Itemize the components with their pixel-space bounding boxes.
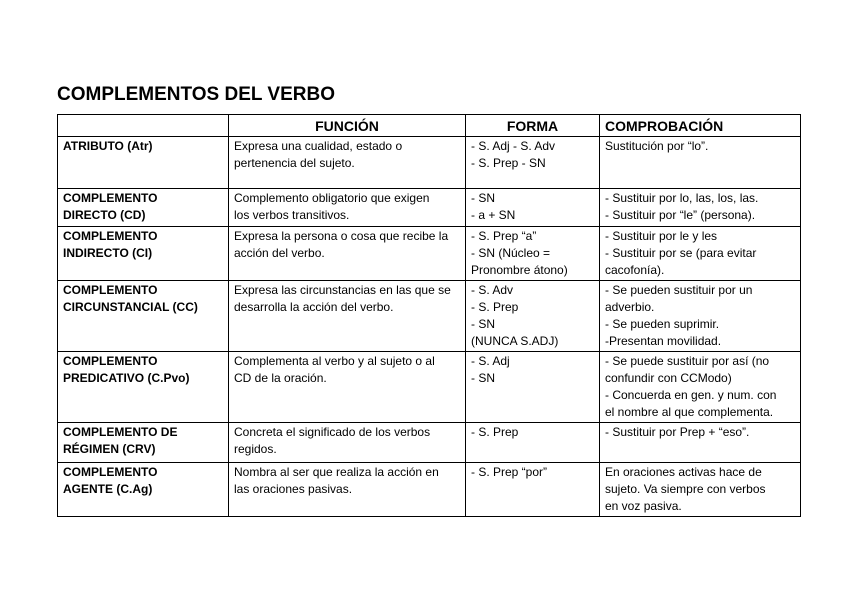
forma-cell <box>466 281 600 352</box>
complement-name-line: COMPLEMENTO <box>63 354 158 368</box>
forma-line: - SN <box>471 191 495 205</box>
funcion-cell <box>229 463 466 517</box>
funcion-line: Nombra al ser que realiza la acción en <box>234 465 439 479</box>
forma-cell <box>466 189 600 227</box>
table-row <box>58 463 801 517</box>
complement-name-line: COMPLEMENTO DE <box>63 425 178 439</box>
complement-name-line: COMPLEMENTO <box>63 283 158 297</box>
comprobacion-line: - Sustituir por le y les <box>605 229 718 243</box>
comprobacion-cell <box>600 189 801 227</box>
forma-line: - SN <box>471 317 495 331</box>
funcion-line: los verbos transitivos. <box>234 208 350 222</box>
complement-name-line: COMPLEMENTO <box>63 465 158 479</box>
funcion-line: desarrolla la acción del verbo. <box>234 300 394 314</box>
table-row <box>58 423 801 463</box>
funcion-cell <box>229 423 466 463</box>
complement-name-cell <box>58 352 229 423</box>
complement-name-line: INDIRECTO (CI) <box>63 246 153 260</box>
complement-name-cell <box>58 423 229 463</box>
comprobacion-line: -Presentan movilidad. <box>605 334 722 348</box>
forma-line: - S. Prep “a” <box>471 229 537 243</box>
complement-name-line: AGENTE (C.Ag) <box>63 482 153 496</box>
comprobacion-line: - Se pueden sustituir por un <box>605 283 753 297</box>
comprobacion-line: confundir con CCModo) <box>605 371 732 385</box>
comprobacion-cell <box>600 463 801 517</box>
header-forma: FORMA <box>466 115 600 137</box>
comprobacion-line: - Sustituir por “le” (persona). <box>605 208 756 222</box>
complement-name-cell <box>58 227 229 281</box>
funcion-cell <box>229 227 466 281</box>
comprobacion-line: cacofonía). <box>605 263 665 277</box>
complement-name-cell <box>58 463 229 517</box>
forma-line: - S. Prep <box>471 300 519 314</box>
table-row <box>58 352 801 423</box>
funcion-line: Expresa las circunstancias en las que se <box>234 283 451 297</box>
comprobacion-line: - Concuerda en gen. y num. con <box>605 388 777 402</box>
comprobacion-cell <box>600 137 801 189</box>
complement-name-line: PREDICATIVO (C.Pvo) <box>63 371 190 385</box>
table-row <box>58 189 801 227</box>
complement-name-cell <box>58 281 229 352</box>
header-funcion: FUNCIÓN <box>229 115 466 137</box>
comprobacion-line: En oraciones activas hace de <box>605 465 762 479</box>
forma-line: - S. Prep - SN <box>471 156 546 170</box>
funcion-line: Expresa la persona o cosa que recibe la <box>234 229 449 243</box>
funcion-cell <box>229 189 466 227</box>
funcion-line: Expresa una cualidad, estado o <box>234 139 403 153</box>
complement-name-line: DIRECTO (CD) <box>63 208 146 222</box>
complements-table <box>57 114 801 517</box>
header-empty <box>58 115 229 137</box>
forma-line: - S. Prep “por” <box>471 465 548 479</box>
comprobacion-cell <box>600 227 801 281</box>
forma-cell <box>466 227 600 281</box>
forma-line: - S. Prep <box>471 425 519 439</box>
funcion-cell <box>229 352 466 423</box>
comprobacion-line: - Sustituir por Prep + “eso”. <box>605 425 750 439</box>
comprobacion-line: adverbio. <box>605 300 655 314</box>
forma-line: - SN <box>471 371 495 385</box>
forma-line: - a + SN <box>471 208 516 222</box>
funcion-line: las oraciones pasivas. <box>234 482 353 496</box>
forma-cell <box>466 463 600 517</box>
forma-cell <box>466 137 600 189</box>
header-row <box>58 115 801 137</box>
comprobacion-line: sujeto. Va siempre con verbos <box>605 482 766 496</box>
funcion-line: CD de la oración. <box>234 371 327 385</box>
complement-name-line: CIRCUNSTANCIAL (CC) <box>63 300 198 314</box>
comprobacion-cell <box>600 423 801 463</box>
forma-line: - S. Adj <box>471 354 510 368</box>
comprobacion-line: - Sustituir por se (para evitar <box>605 246 757 260</box>
comprobacion-line: en voz pasiva. <box>605 499 682 513</box>
complement-name-line: COMPLEMENTO <box>63 191 158 205</box>
comprobacion-line: Sustitución por “lo”. <box>605 139 709 153</box>
forma-line: - SN (Núcleo = <box>471 246 551 260</box>
funcion-line: Complemento obligatorio que exigen <box>234 191 430 205</box>
comprobacion-cell <box>600 352 801 423</box>
complement-name-cell <box>58 189 229 227</box>
page-title: COMPLEMENTOS DEL VERBO <box>57 84 335 105</box>
comprobacion-line: el nombre al que complementa. <box>605 405 774 419</box>
funcion-cell <box>229 281 466 352</box>
funcion-line: acción del verbo. <box>234 246 325 260</box>
forma-line: (NUNCA S.ADJ) <box>471 334 559 348</box>
forma-cell <box>466 423 600 463</box>
header-comprobacion: COMPROBACIÓN <box>600 115 801 137</box>
table-row <box>58 227 801 281</box>
funcion-line: Concreta el significado de los verbos <box>234 425 431 439</box>
forma-cell <box>466 352 600 423</box>
complement-name-cell <box>58 137 229 189</box>
funcion-line: pertenencia del sujeto. <box>234 156 355 170</box>
complement-name-line: RÉGIMEN (CRV) <box>63 442 156 456</box>
funcion-cell <box>229 137 466 189</box>
comprobacion-line: - Se pueden suprimir. <box>605 317 720 331</box>
complement-name-line: COMPLEMENTO <box>63 229 158 243</box>
comprobacion-line: - Sustituir por lo, las, los, las. <box>605 191 759 205</box>
complement-name-line: ATRIBUTO (Atr) <box>63 139 153 153</box>
table-row <box>58 137 801 189</box>
comprobacion-cell <box>600 281 801 352</box>
funcion-line: regidos. <box>234 442 277 456</box>
table-row <box>58 281 801 352</box>
comprobacion-line: - Se puede sustituir por así (no <box>605 354 770 368</box>
funcion-line: Complementa al verbo y al sujeto o al <box>234 354 435 368</box>
forma-line: - S. Adj - S. Adv <box>471 139 556 153</box>
forma-line: - S. Adv <box>471 283 514 297</box>
forma-line: Pronombre átono) <box>471 263 568 277</box>
